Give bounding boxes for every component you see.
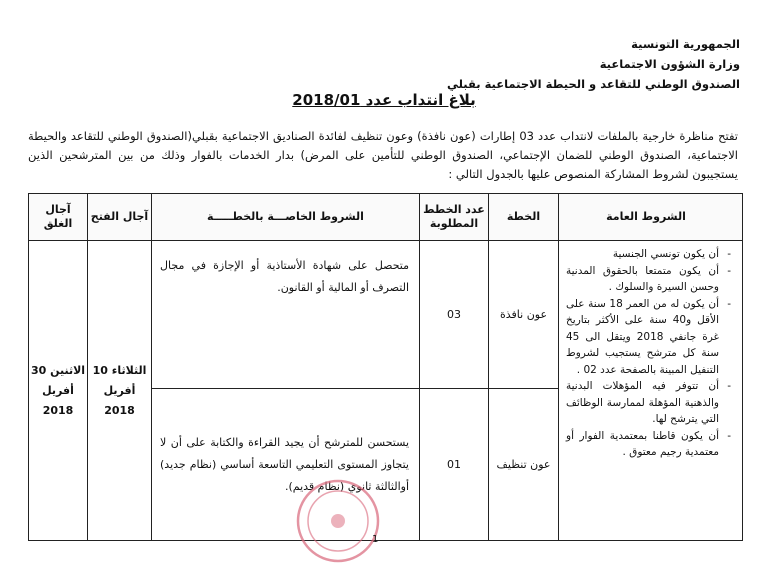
page-number: 1 xyxy=(372,534,379,545)
plan-cell: عون تنظيف xyxy=(489,389,559,541)
stamp-rings xyxy=(298,481,378,561)
condition-item: - أن تتوفر فيه المؤهلات البدنية والذهنية المؤهلة لممارسة الوظائف التي يترشح لها. xyxy=(566,378,733,428)
intro-paragraph xyxy=(28,127,738,184)
notice-title xyxy=(0,91,768,109)
special-conditions-cell: متحصل على شهادة الأستاذية أو الإجازة في مجال التصرف أو المالية أو القانون. xyxy=(152,241,420,389)
header-general-conditions: الشروط العامة xyxy=(559,194,743,241)
table-header-row xyxy=(29,194,743,241)
count-cell: 01 xyxy=(420,389,489,541)
open-date-cell: الثلاثاء 10 أفريل 2018 xyxy=(88,241,152,541)
table-row xyxy=(29,241,743,389)
condition-item: - أن يكون تونسي الجنسية xyxy=(566,246,733,263)
condition-item: - أن يكون له من العمر 18 سنة على الأقل و40 سنة على الأكثر بتاريخ غرة جانفي 2018 ويتقل الى 45 سنة كل مترشح يستجيب لشروط التنفيل المبينة بالصفحة عدد 02 . xyxy=(566,296,733,379)
letterhead-fund: الصندوق الوطني للتقاعد و الحيطة الاجتماعية بقبلي xyxy=(446,77,740,91)
official-stamp xyxy=(292,475,384,567)
count-cell: 03 xyxy=(420,241,489,389)
header-close-date: آجال الغلق xyxy=(29,194,88,241)
general-conditions-list xyxy=(560,242,741,461)
letterhead xyxy=(400,34,740,94)
condition-item: - أن يكون متمتعا بالحقوق المدنية وحسن السيرة والسلوك . xyxy=(566,263,733,296)
letterhead-republic: الجمهورية التونسية xyxy=(631,37,740,51)
general-conditions-cell xyxy=(559,241,743,541)
intro-text: تفتح مناظرة خارجية بالملفات لانتداب عدد 03 إطارات (عون نافذة) وعون تنظيف لفائدة الصناديق الاجتماعية بقبلي(الصندوق الوطني للتقاعد والحيطة الاجتماعية، الصندوق الوطني للضمان الإجتماعي، الصندوق الوطني للتأمين على المرض) بدار الخدمات بالفوار وذلك من بين المترشحين الذين يستجيبون لشروط المشاركة المنصوص عليها بالجدول التالي : xyxy=(28,129,738,181)
notice-title-text: بلاغ انتداب عدد 2018/01 xyxy=(292,91,476,109)
header-special-conditions: الشروط الخاصـــة بالخطـــــة xyxy=(152,194,420,241)
header-count: عدد الخطط المطلوبة xyxy=(420,194,489,241)
header-open-date: آجال الفتح xyxy=(88,194,152,241)
close-date-cell: الاثنين 30 أفريل 2018 xyxy=(29,241,88,541)
special-conditions-cell: يستحسن للمترشح أن يجيد القراءة والكتابة على أن لا يتجاوز المستوى التعليمي التاسعة أساسي (نظام جديد) أوالثالثة ثانوي (نظام قديم). xyxy=(152,389,420,541)
header-plan: الخطة xyxy=(489,194,559,241)
plan-cell: عون نافذة xyxy=(489,241,559,389)
letterhead-ministry: وزارة الشؤون الاجتماعية xyxy=(599,57,740,71)
condition-item: - أن يكون قاطنا بمعتمدية الفوار أو معتمدية رجيم معتوق . xyxy=(566,428,733,461)
conditions-table xyxy=(28,193,743,541)
